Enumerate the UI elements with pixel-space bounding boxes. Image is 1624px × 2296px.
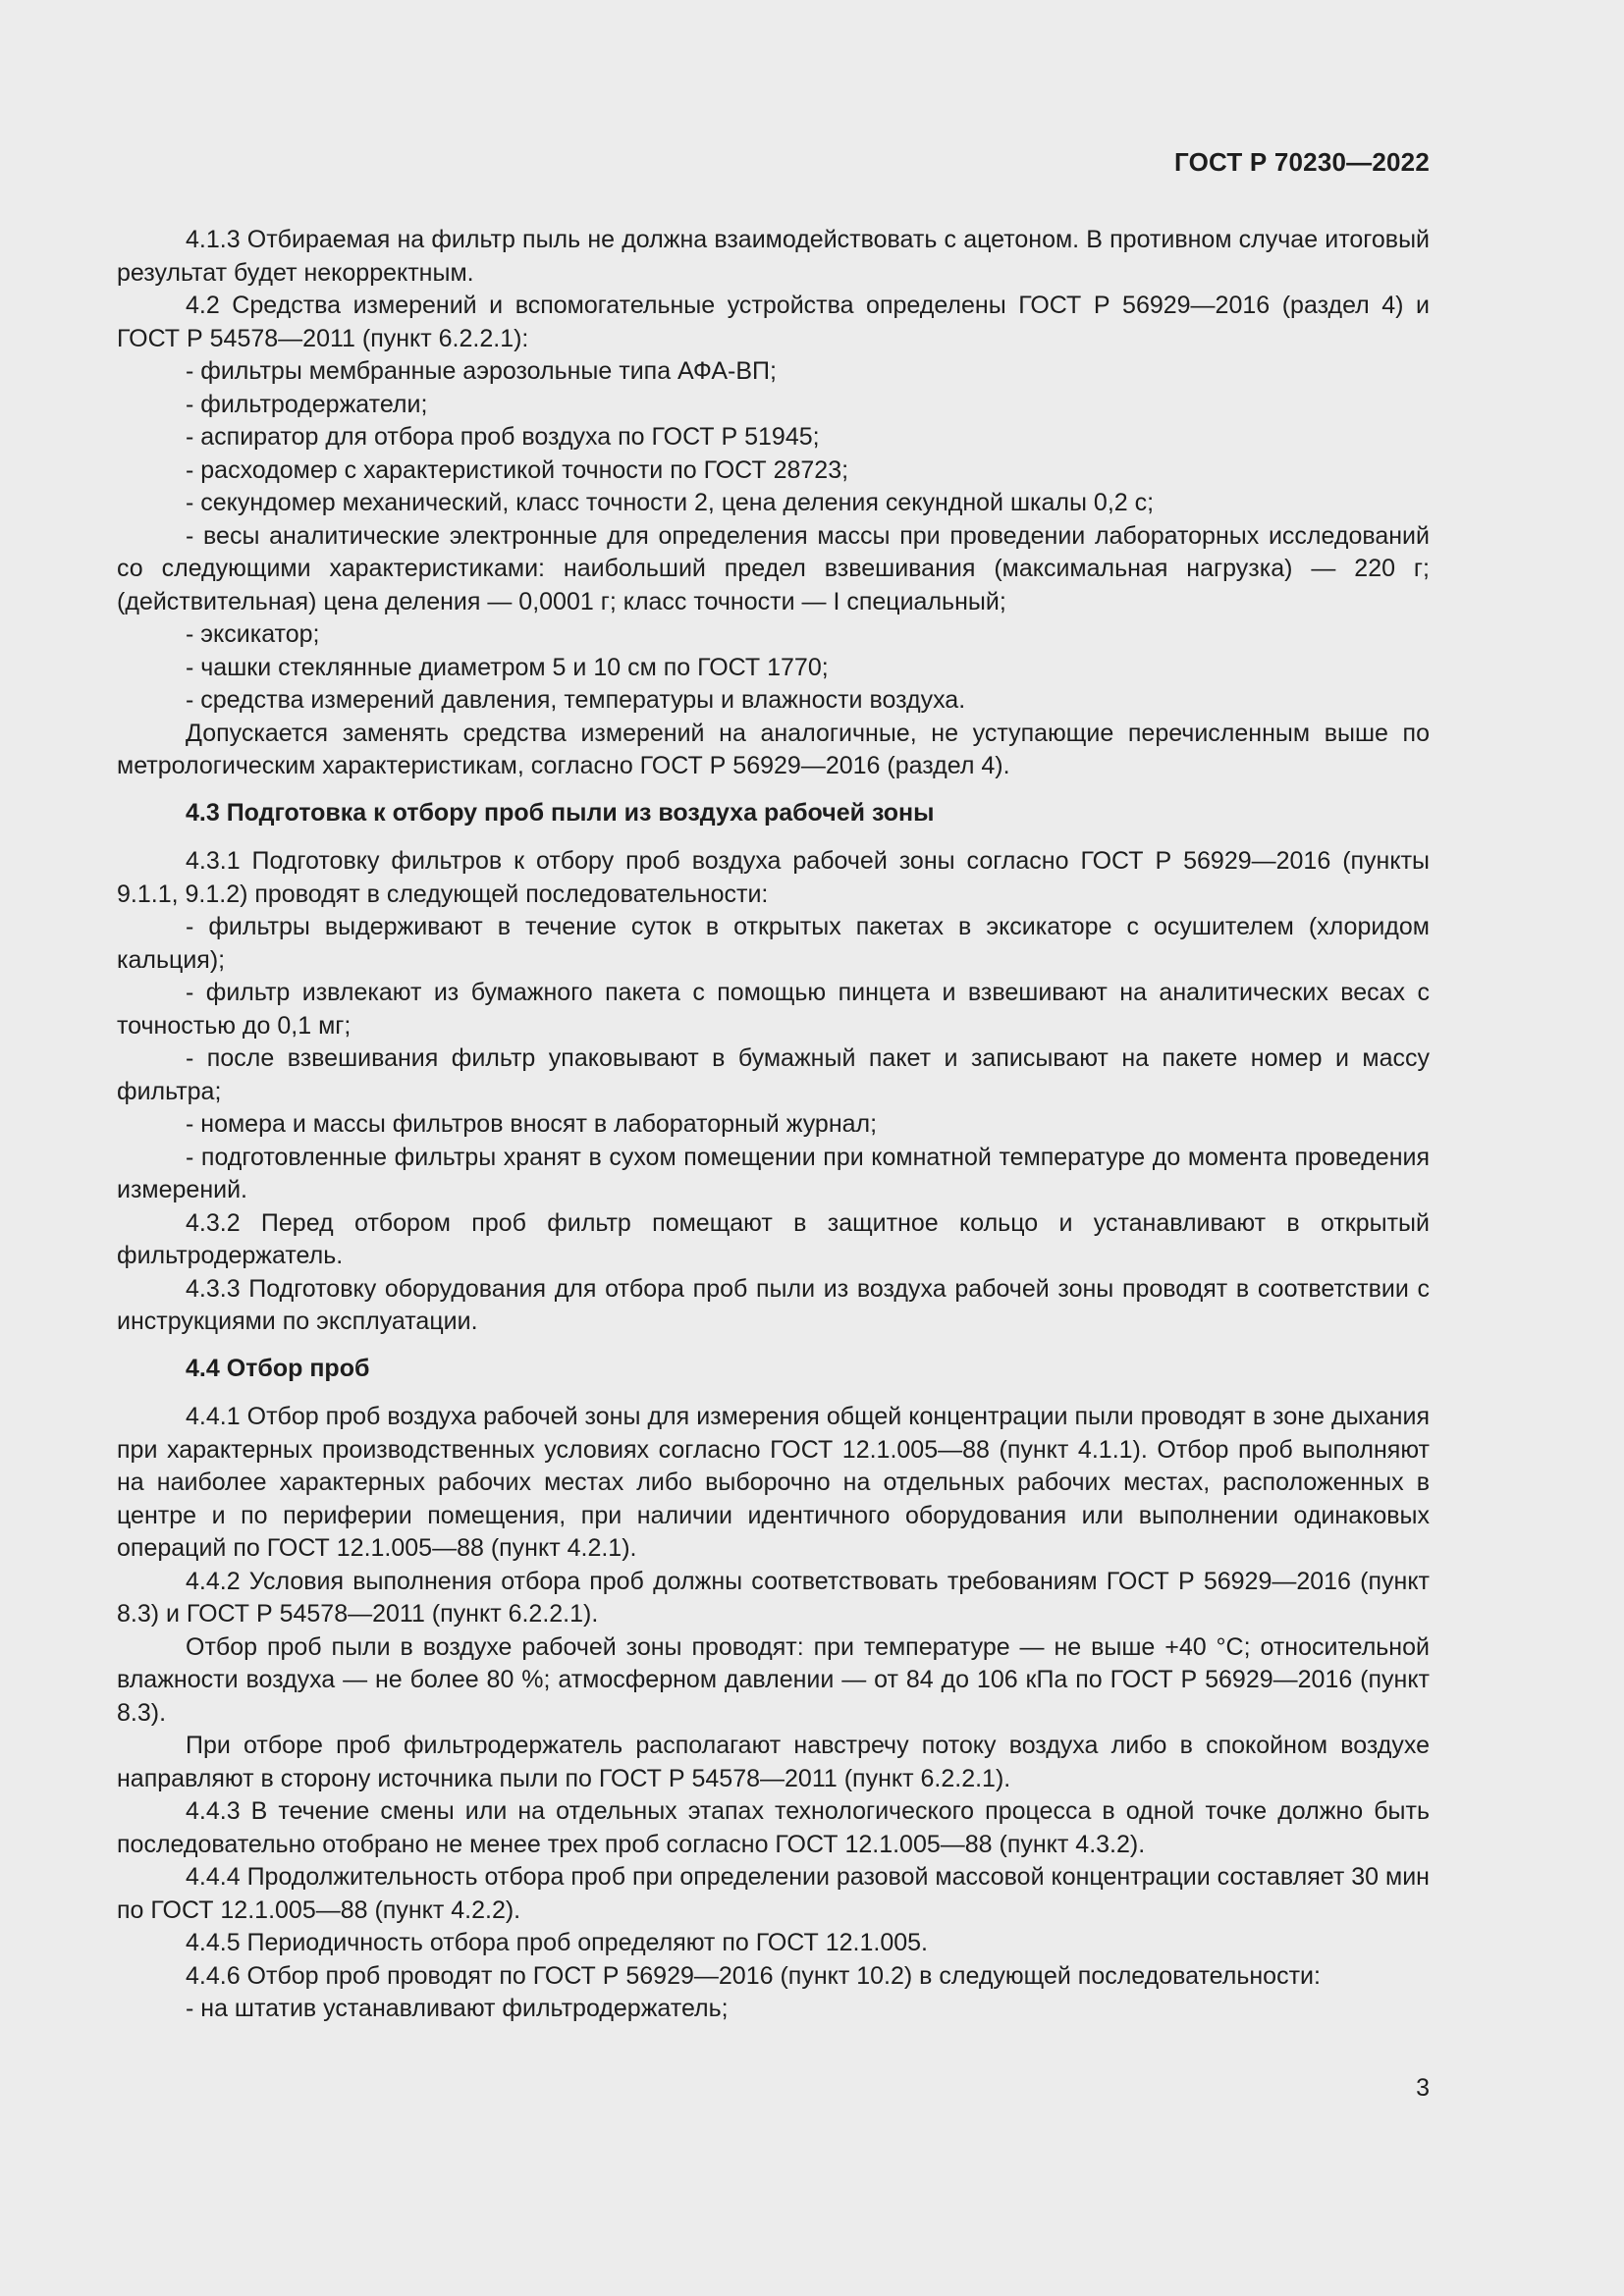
paragraph: 4.3.1 Подготовку фильтров к отбору проб воздуха рабочей зоны согласно ГОСТ Р 56929—2016 (пункты 9.1.1, 9.1.2) проводят в следующей последовательности:	[117, 847, 1430, 908]
list-item: - после взвешивания фильтр упаковывают в бумажный пакет и записывают на пакете номер и массу фильтра;	[117, 1044, 1430, 1105]
paragraph: 4.3.3 Подготовку оборудования для отбора проб пыли из воздуха рабочей зоны проводят в соответствии с инструкциями по эксплуатации.	[117, 1274, 1430, 1335]
list-item: - чашки стеклянные диаметром 5 и 10 см по ГОСТ 1770;	[186, 653, 829, 681]
list-item: - номера и массы фильтров вносят в лабораторный журнал;	[186, 1110, 878, 1138]
paragraph: 4.1.3 Отбираемая на фильтр пыль не должна взаимодействовать с ацетоном. В противном случае итоговый результат будет некорректным.	[117, 226, 1430, 287]
list-item: - фильтры выдерживают в течение суток в открытых пакетах в эксикаторе с осушителем (хлоридом кальция);	[117, 913, 1430, 974]
paragraph: 4.4.4 Продолжительность отбора проб при определении разовой массовой концентрации составляет 30 мин по ГОСТ 12.1.005—88 (пункт 4.2.2).	[117, 1863, 1430, 1924]
list-item: - фильтры мембранные аэрозольные типа АФА-ВП;	[186, 357, 777, 385]
section-heading: 4.4 Отбор проб	[186, 1354, 370, 1382]
list-item: - фильтр извлекают из бумажного пакета с помощью пинцета и взвешивают на аналитических весах с точностью до 0,1 мг;	[117, 979, 1430, 1040]
paragraph: 4.4.6 Отбор проб проводят по ГОСТ Р 56929—2016 (пункт 10.2) в следующей последовательности:	[186, 1961, 1321, 1990]
list-item: - аспиратор для отбора проб воздуха по ГОСТ Р 51945;	[186, 423, 820, 451]
document-header-code: ГОСТ Р 70230—2022	[1174, 147, 1430, 177]
list-item: - средства измерений давления, температуры и влажности воздуха.	[186, 686, 966, 714]
section-heading: 4.3 Подготовка к отбору проб пыли из воздуха рабочей зоны	[186, 798, 935, 827]
page-number: 3	[1416, 2074, 1430, 2102]
paragraph: При отборе проб фильтродержатель располагают навстречу потоку воздуха либо в спокойном воздухе направляют в сторону источника пыли по ГОСТ Р 54578—2011 (пункт 6.2.2.1).	[117, 1732, 1430, 1792]
paragraph: 4.4.2 Условия выполнения отбора проб должны соответствовать требованиям ГОСТ Р 56929—2016 (пункт 8.3) и ГОСТ Р 54578—2011 (пункт 6.2.2.1).	[117, 1567, 1430, 1628]
document-body	[117, 224, 1430, 2026]
paragraph: 4.4.1 Отбор проб воздуха рабочей зоны для измерения общей концентрации пыли проводят в зоне дыхания при характерных производственных условиях согласно ГОСТ 12.1.005—88 (пункт 4.1.1). Отбор проб выполняют на наиболее характерных рабочих местах либо выборочно на отдельных рабочих местах, расположенных в центре и по периферии помещения, при наличии идентичного оборудования или выполнении одинаковых операций по ГОСТ 12.1.005—88 (пункт 4.2.1).	[117, 1403, 1430, 1562]
paragraph: 4.3.2 Перед отбором проб фильтр помещают в защитное кольцо и устанавливают в открытый фильтродержатель.	[117, 1208, 1430, 1269]
list-item: - весы аналитические электронные для определения массы при проведении лабораторных исследований со следующими характеристиками: наибольший предел взвешивания (максимальная нагрузка) — 220 г; (действительная) цена деления — 0,0001 г; класс точности — I специальный;	[117, 521, 1430, 615]
list-item: - расходомер с характеристикой точности по ГОСТ 28723;	[186, 455, 849, 484]
paragraph: Допускается заменять средства измерений на аналогичные, не уступающие перечисленным выше по метрологическим характеристикам, согласно ГОСТ Р 56929—2016 (раздел 4).	[117, 719, 1430, 779]
paragraph: 4.4.3 В течение смены или на отдельных этапах технологического процесса в одной точке должно быть последовательно отобрано не менее трех проб согласно ГОСТ 12.1.005—88 (пункт 4.3.2).	[117, 1797, 1430, 1858]
list-item: - секундомер механический, класс точности 2, цена деления секундной шкалы 0,2 с;	[186, 489, 1155, 516]
list-item: - на штатив устанавливают фильтродержатель;	[186, 1995, 729, 2022]
list-item: - фильтродержатели;	[186, 390, 428, 418]
paragraph: 4.4.5 Периодичность отбора проб определяют по ГОСТ 12.1.005.	[186, 1929, 928, 1956]
paragraph: 4.2 Средства измерений и вспомогательные устройства определены ГОСТ Р 56929—2016 (раздел 4) и ГОСТ Р 54578—2011 (пункт 6.2.2.1):	[117, 292, 1430, 352]
paragraph: Отбор проб пыли в воздухе рабочей зоны проводят: при температуре — не выше +40 °С; относительной влажности воздуха — не более 80 %; атмосферном давлении — от 84 до 106 кПа по ГОСТ Р 56929—2016 (пункт 8.3).	[117, 1632, 1430, 1727]
list-item: - подготовленные фильтры хранят в сухом помещении при комнатной температуре до момента проведения измерений.	[117, 1143, 1430, 1203]
list-item: - эксикатор;	[186, 620, 320, 648]
